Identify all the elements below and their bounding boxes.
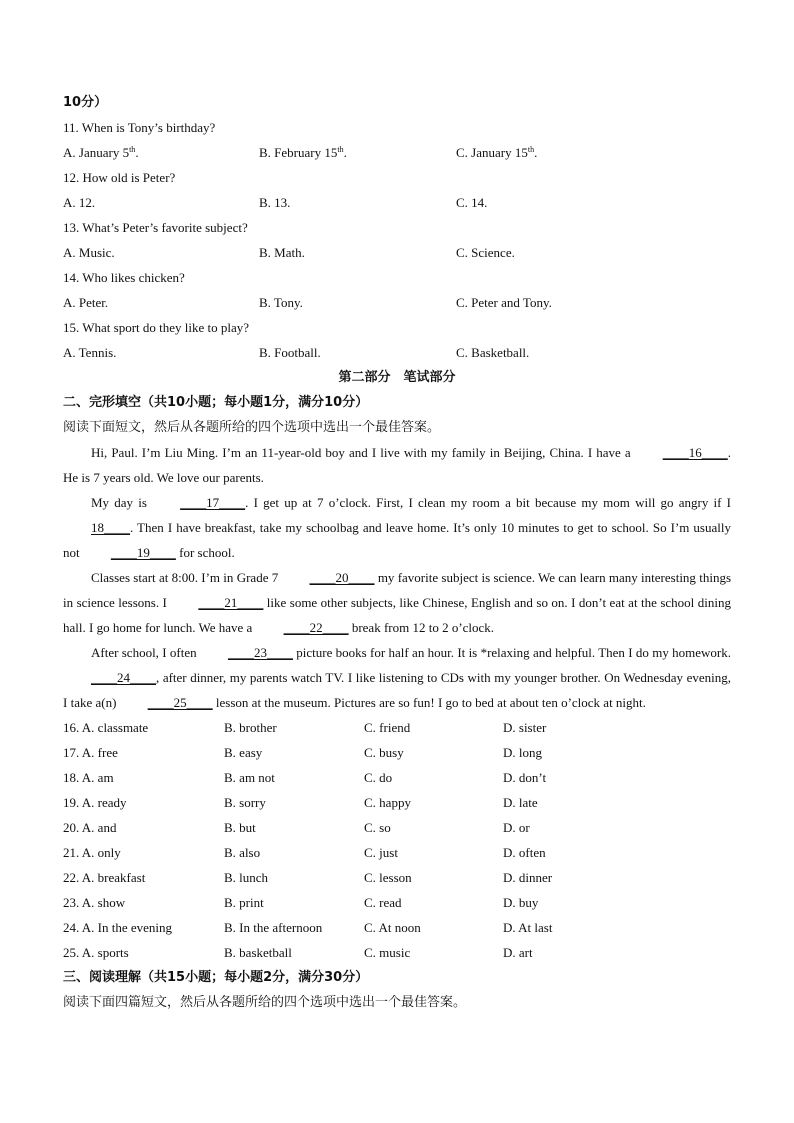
blank-20: ____20____ [309, 570, 375, 585]
passage-paragraph-1: Hi, Paul. I’m Liu Ming. I’m an 11-year-old boy and I live with my family in Beijing, China. I have a ____16____. He is 7 years old. We love our parents. [63, 440, 731, 490]
question-12: 12. How old is Peter? [63, 170, 176, 185]
option-a: A. January 5th. [63, 145, 139, 160]
cloze-options-22: 22. A. breakfast B. lunch C. lesson D. dinner [63, 870, 553, 885]
question-14: 14. Who likes chicken? [63, 270, 185, 285]
cloze-section-title: 二、完形填空（共10小题；每小题1分，满分10分） [63, 395, 369, 410]
cloze-options-24: 24. A. In the evening B. In the afternoon C. At noon D. At last [63, 920, 553, 935]
option-c: C. Basketball. [456, 345, 530, 360]
cloze-options-19: 19. A. ready B. sorry C. happy D. late [63, 795, 538, 810]
cloze-passage [63, 440, 731, 715]
option-c: C. January 15th. [456, 145, 538, 160]
exam-page [63, 90, 731, 1015]
option-c: C. Science. [456, 245, 515, 260]
blank-18: 18____ [91, 520, 130, 535]
cloze-options-21: 21. A. only B. also C. just D. often [63, 845, 546, 860]
passage-paragraph-2: My day is ____17____. I get up at 7 o’clock. First, I clean my room a bit because my mom will go angry if I 18____. Then I have breakfast, take my schoolbag and leave home. It’s only 10 minutes to get to school. So I’m usually not ____19____ for school. [63, 490, 731, 565]
blank-25: ____25____ [147, 695, 213, 710]
reading-instruction: 阅读下面四篇短文，然后从各题所给的四个选项中选出一个最佳答案。 [63, 995, 467, 1010]
blank-23: ____23____ [227, 645, 293, 660]
passage-paragraph-4: After school, I often ____23____ picture books for half an hour. It is *relaxing and helpful. Then I do my homework. ____24____, after dinner, my parents watch TV. I like listening to CDs with my younger brother. On Wednesday evening, I take a(n) ____25____ lesson at the museum. Pictures are so fun! I go to bed at about ten o’clock at night. [63, 640, 731, 715]
cloze-instruction: 阅读下面短文，然后从各题所给的四个选项中选出一个最佳答案。 [63, 420, 441, 435]
cloze-options-23: 23. A. show B. print C. read D. buy [63, 895, 539, 910]
reading-section-title: 三、阅读理解（共15小题；每小题2分，满分30分） [63, 970, 369, 985]
blank-24: ____24____ [91, 670, 156, 685]
blank-19: ____19____ [110, 545, 176, 560]
option-a: A. Peter. [63, 295, 109, 310]
cloze-options-25: 25. A. sports B. basketball C. music D. art [63, 945, 533, 960]
cloze-options-16: 16. A. classmate B. brother C. friend D. sister [63, 720, 547, 735]
question-14-options [63, 290, 731, 315]
question-15: 15. What sport do they like to play? [63, 320, 250, 335]
cloze-options-17: 17. A. free B. easy C. busy D. long [63, 745, 542, 760]
question-13-options [63, 240, 731, 265]
cloze-options-18: 18. A. am B. am not C. do D. don’t [63, 770, 547, 785]
question-13: 13. What’s Peter’s favorite subject? [63, 220, 248, 235]
blank-21: ____21____ [198, 595, 264, 610]
option-b: B. Football. [259, 345, 321, 360]
option-a: A. 12. [63, 195, 96, 210]
part-two-title: 第二部分 笔试部分 [338, 370, 456, 385]
question-15-options [63, 340, 731, 365]
option-b: B. 13. [259, 195, 291, 210]
question-11: 11. When is Tony’s birthday? [63, 120, 216, 135]
blank-22: ____22____ [283, 620, 349, 635]
listening-section-tail: 10分） [63, 95, 108, 110]
option-c: C. 14. [456, 195, 488, 210]
cloze-option-list [63, 715, 731, 965]
blank-17: ____17____ [180, 495, 246, 510]
option-b: B. Math. [259, 245, 305, 260]
blank-16: ____16____ [662, 445, 728, 460]
option-a: A. Tennis. [63, 345, 117, 360]
option-a: A. Music. [63, 245, 115, 260]
option-b: B. Tony. [259, 295, 303, 310]
cloze-options-20: 20. A. and B. but C. so D. or [63, 820, 530, 835]
option-c: C. Peter and Tony. [456, 295, 552, 310]
question-12-options [63, 190, 731, 215]
option-b: B. February 15th. [259, 145, 347, 160]
listening-question-list [63, 115, 731, 365]
question-11-options [63, 140, 731, 165]
passage-paragraph-3: Classes start at 8:00. I’m in Grade 7 ____20____ my favorite subject is science. We can learn many interesting things in science lessons. I ____21____ like some other subjects, like Chinese, English and so on. I don’t eat at the school dining hall. I go home for lunch. We have a ____22____ break from 12 to 2 o’clock. [63, 565, 731, 640]
